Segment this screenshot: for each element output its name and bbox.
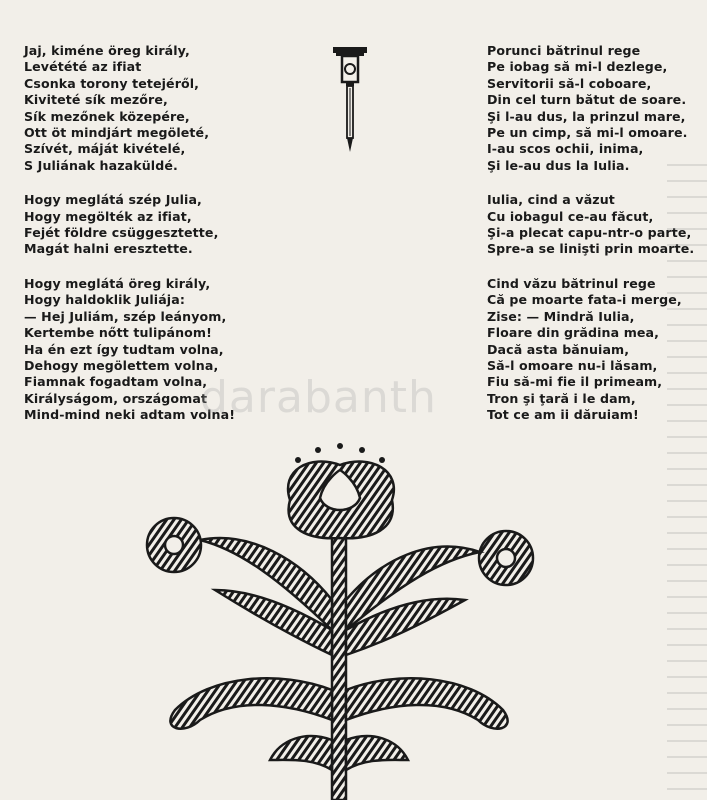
- hu-s3-line-5: Ha én ezt így tudtam volna,: [24, 341, 224, 357]
- ro-s2-line-1: Iulia, cind a văzut: [487, 192, 615, 208]
- ro-s3-line-8: Tron şi ţară i le dam,: [487, 390, 636, 406]
- hu-s1-line-7: Szívét, máját kivételé,: [24, 141, 186, 157]
- hu-s3-line-2: Hogy haldoklik Juliája:: [24, 292, 185, 308]
- ro-s1-line-7: I-au scos ochii, inima,: [487, 141, 644, 157]
- ro-s1-line-2: Pe iobag să mi-l dezlege,: [487, 59, 668, 75]
- folk-tulip-flower-woodcut-icon: [140, 440, 540, 800]
- hu-s1-line-4: Kiviteté sík mezőre,: [24, 92, 168, 108]
- ro-s1-line-4: Din cel turn bătut de soare.: [487, 92, 687, 108]
- ro-s3-line-2: Că pe moarte fata-i merge,: [487, 292, 682, 308]
- watermark: darabanth: [200, 372, 437, 423]
- hu-s1-line-3: Csonka torony tetejéről,: [24, 75, 200, 91]
- page-bleed-through: [667, 150, 707, 800]
- hu-s3-line-4: Kertembe nőtt tulipánom!: [24, 325, 212, 341]
- ro-s1-line-8: Şi le-au dus la Iulia.: [487, 157, 630, 173]
- ro-s3-line-5: Dacă asta bănuiam,: [487, 341, 630, 357]
- hu-s1-line-6: Ott öt mindjárt megöleté,: [24, 125, 210, 141]
- hu-stanza-1: [24, 43, 334, 174]
- hu-s3-line-9: Mind-mind neki adtam volna!: [24, 407, 236, 423]
- hu-s3-line-3: — Hej Juliám, szép leányom,: [24, 308, 227, 324]
- ro-s3-line-1: Cind văzu bătrinul rege: [487, 275, 656, 291]
- ro-s1-line-3: Servitorii să-l coboare,: [487, 75, 652, 91]
- hu-s1-line-5: Sík mezőnek közepére,: [24, 108, 190, 124]
- sword-woodcut-icon: [330, 44, 370, 154]
- ro-s3-line-9: Tot ce am ii dăruiam!: [487, 407, 639, 423]
- ro-s3-line-7: Fiu să-mi fie il primeam,: [487, 374, 663, 390]
- hu-stanza-2: [24, 192, 334, 258]
- hu-s2-line-1: Hogy meglátá szép Julia,: [24, 192, 202, 208]
- hu-s1-line-8: S Juliának hazaküldé.: [24, 157, 178, 173]
- ro-s1-line-6: Pe un cimp, să mi-l omoare.: [487, 125, 688, 141]
- ro-s2-line-3: Şi-a plecat capu-ntr-o parte,: [487, 225, 692, 241]
- hu-s3-line-8: Királyságom, országomat: [24, 390, 208, 406]
- hu-s1-line-1: Jaj, kiméne öreg király,: [24, 43, 190, 58]
- ro-s2-line-4: Spre-a se linişti prin moarte.: [487, 241, 695, 257]
- ro-s3-line-3: Zise: — Mindră Iulia,: [487, 308, 635, 324]
- hu-s3-line-1: Hogy meglátá öreg király,: [24, 275, 211, 291]
- ro-s1-line-1: Porunci bătrinul rege: [487, 43, 641, 58]
- hu-s2-line-2: Hogy megölték az ifiat,: [24, 208, 192, 224]
- hu-s2-line-3: Fejét földre csüggesztette,: [24, 225, 219, 241]
- hu-s2-line-4: Magát halni eresztette.: [24, 241, 193, 257]
- hu-s1-line-2: Levétété az ifiat: [24, 59, 142, 75]
- ro-s1-line-5: Şi l-au dus, la prinzul mare,: [487, 108, 686, 124]
- hu-s3-line-7: Fiamnak fogadtam volna,: [24, 374, 208, 390]
- ro-s3-line-6: Să-l omoare nu-i lăsam,: [487, 357, 658, 373]
- hu-s3-line-6: Dehogy megölettem volna,: [24, 357, 219, 373]
- ro-s3-line-4: Floare din grădina mea,: [487, 325, 660, 341]
- ro-s2-line-2: Cu iobagul ce-au făcut,: [487, 208, 654, 224]
